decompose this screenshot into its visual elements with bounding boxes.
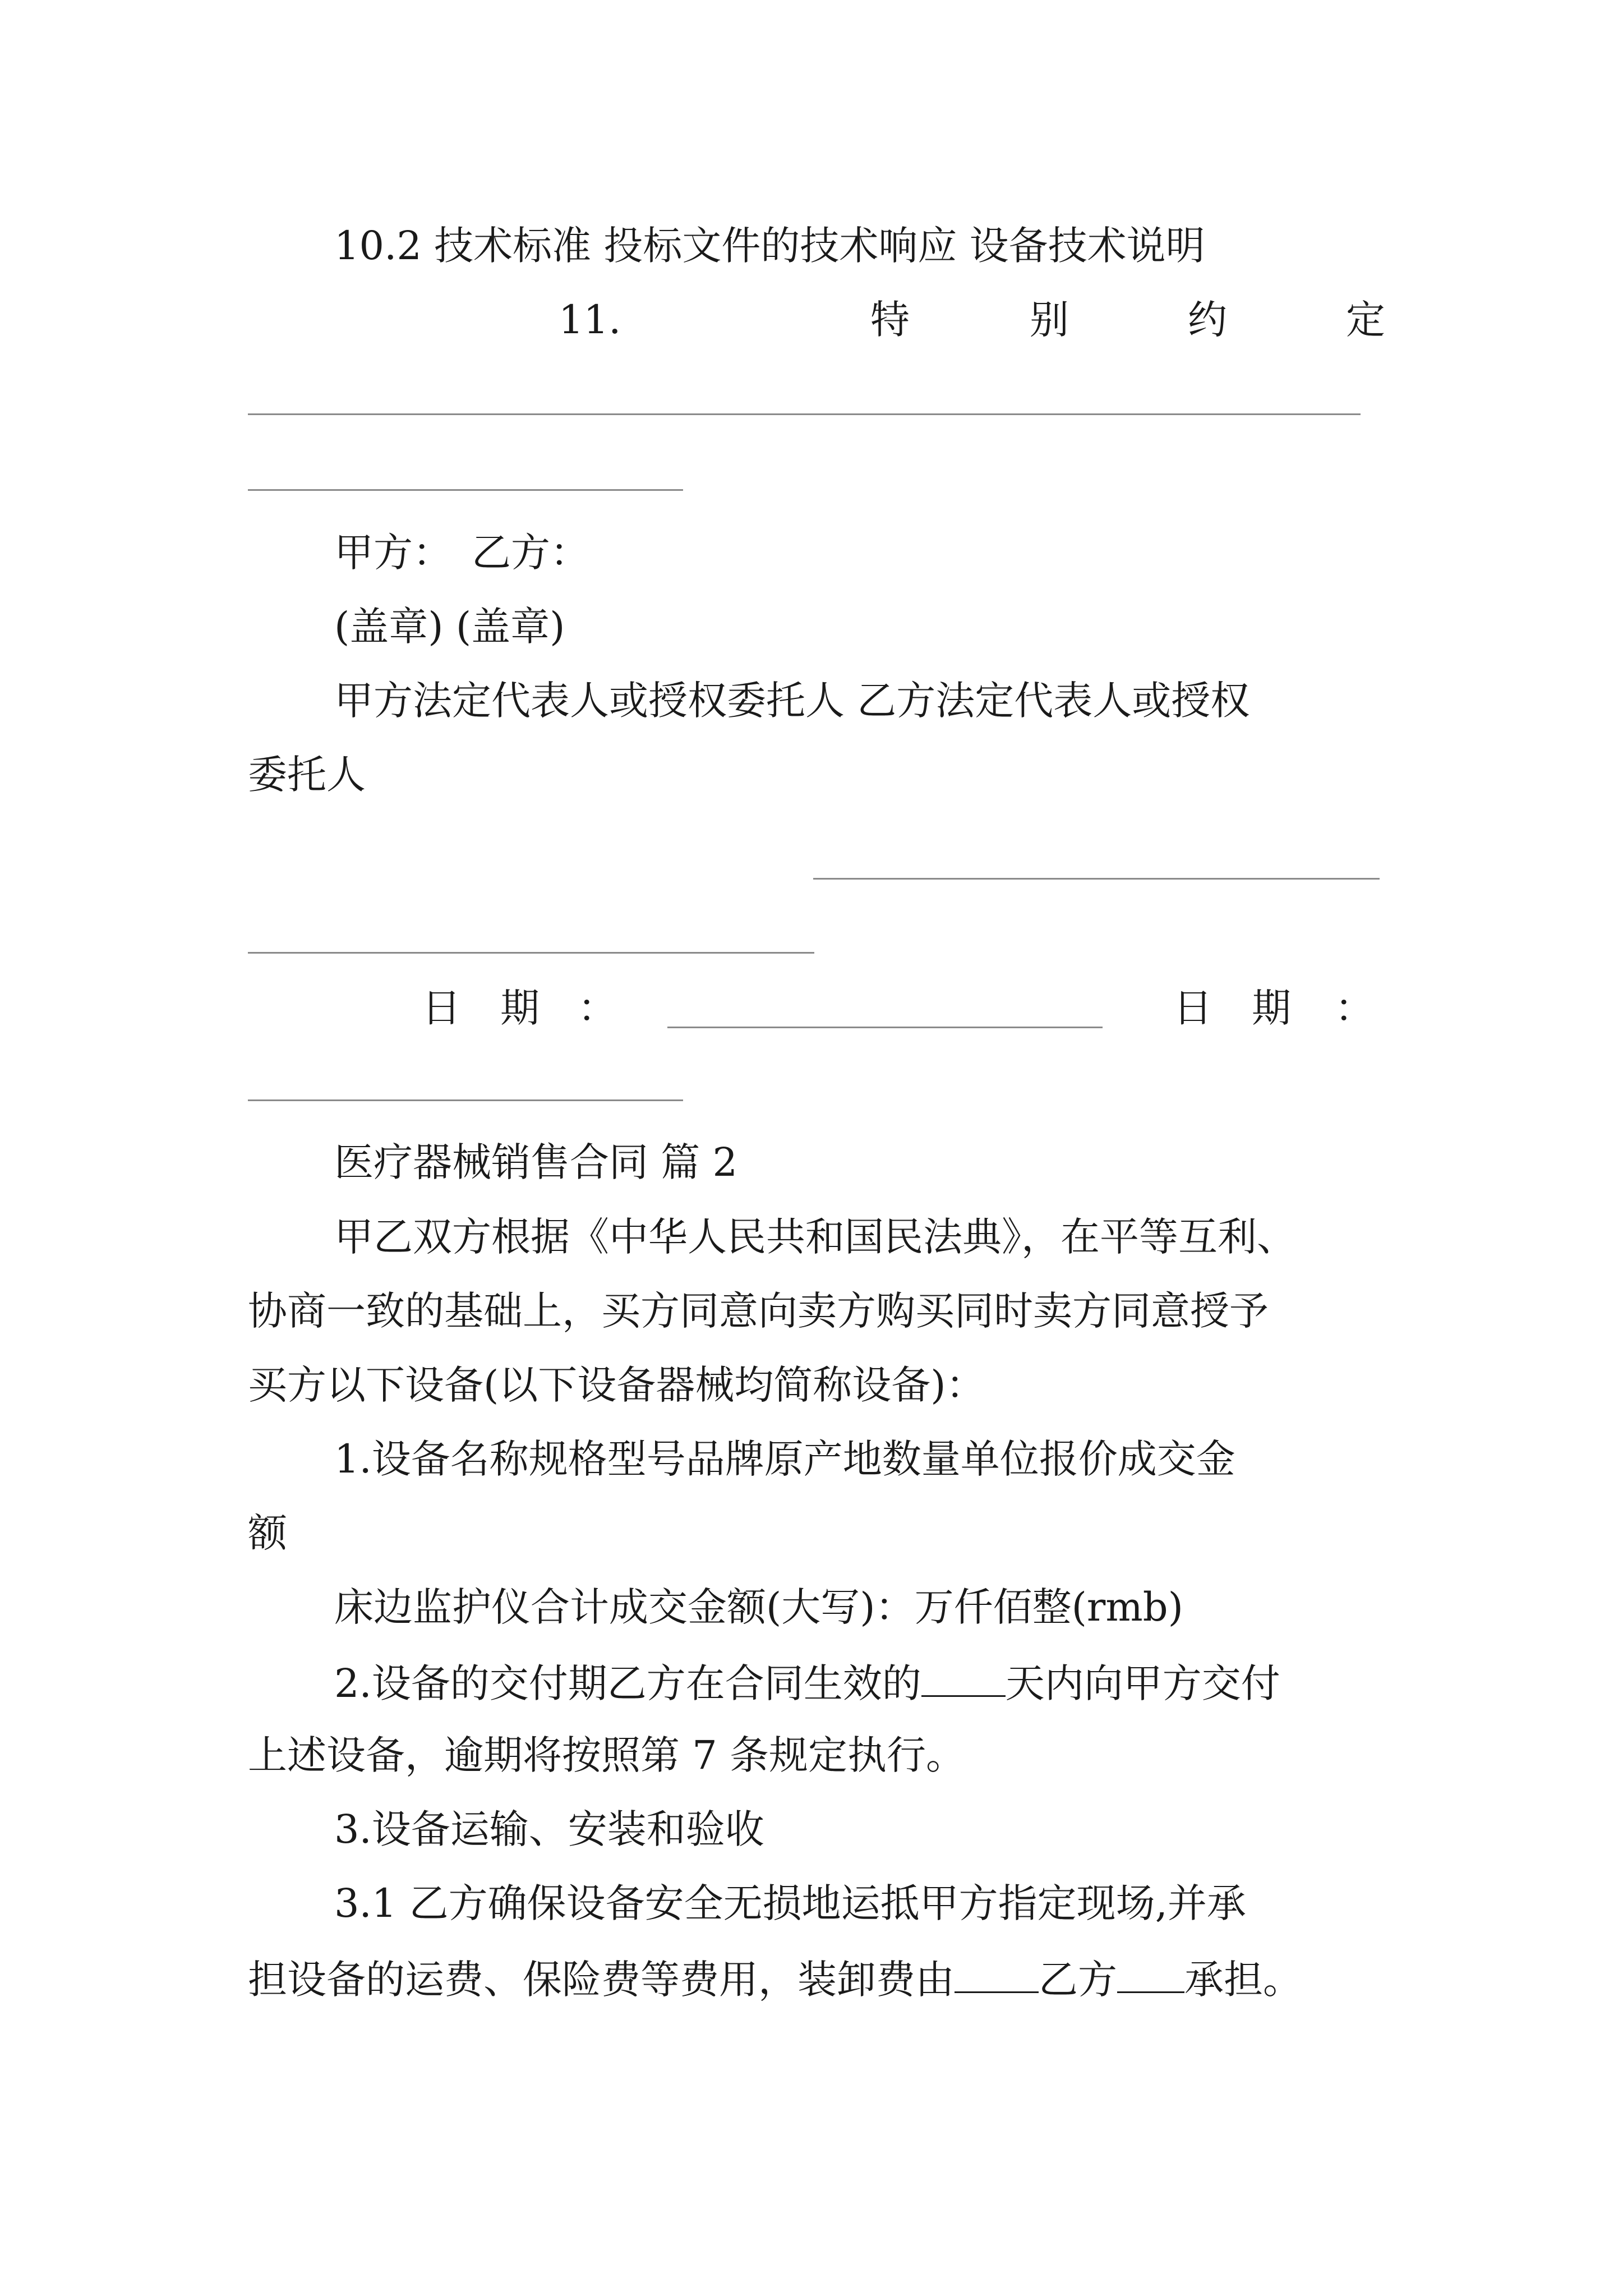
date-label-char: ： [1335,985,1374,1031]
representatives-line: 甲方法定代表人或授权委托人 乙方法定代表人或授权 [334,678,1250,724]
fill-blank [955,1958,1039,1993]
clause-11-special-terms [0,297,1623,345]
item-3-1-text: 乙方 [1039,1957,1117,2003]
intro-paragraph: 甲乙双方根据《中华人民共和国民法典》，在平等互利、 [334,1214,1296,1260]
monitor-total: 床边监护仪合计成交金额(大写)：万仟佰整(rmb) [334,1584,1183,1630]
special-terms-char: 别 [1030,297,1069,343]
item-2-text: 天内向甲方交付 [1005,1660,1280,1706]
special-terms-char: 约 [1188,297,1227,343]
clause-10-2: 10.2 技术标准 投标文件的技术响应 设备技术说明 [334,223,1205,269]
date-label-char: 日 [1173,985,1212,1031]
item-3-1-text: 担设备的运费、保险费等费用，装卸费由 [248,1957,955,2003]
special-terms-char: 定 [1346,297,1385,343]
date-label-char: 期 [500,985,540,1031]
seal-labels: (盖章) (盖章) [334,604,565,650]
item-3-1-cont [248,1957,1302,2003]
date-label-char: 期 [1252,985,1291,1031]
item-3-1-text: 承担。 [1184,1957,1302,2003]
signature-line [813,878,1380,880]
date-label-char: ： [578,985,617,1031]
fill-blank [1117,1958,1184,1993]
representatives-line-cont: 委托人 [248,752,366,798]
date-fill-line [667,1027,1103,1028]
fill-in-line [248,413,1361,415]
item-2 [334,1660,1280,1706]
fill-in-line [248,489,683,491]
date-label-char: 日 [422,985,461,1031]
item-3: 3.设备运输、安装和验收 [334,1806,764,1852]
days-blank [921,1662,1006,1697]
item-2-cont: 上述设备，逾期将按照第 7 条规定执行。 [248,1732,966,1778]
item-3-1: 3.1 乙方确保设备安全无损地运抵甲方指定现场,并承 [334,1880,1246,1926]
intro-paragraph: 协商一致的基础上，买方同意向卖方购买同时卖方同意授予 [248,1288,1269,1334]
section-title: 医疗器械销售合同 篇 2 [334,1139,738,1185]
intro-paragraph: 买方以下设备(以下设备器械均简称设备)： [248,1362,985,1408]
special-terms-char: 特 [870,297,910,343]
item-2-text: 2.设备的交付期乙方在合同生效的 [334,1660,921,1706]
date-fill-line [248,1099,683,1101]
clause-number: 11. [559,297,621,343]
item-1: 1.设备名称规格型号品牌原产地数量单位报价成交金 [334,1436,1235,1482]
item-1-cont: 额 [248,1510,287,1556]
signature-line [248,952,814,954]
party-labels: 甲方： 乙方： [334,530,589,576]
